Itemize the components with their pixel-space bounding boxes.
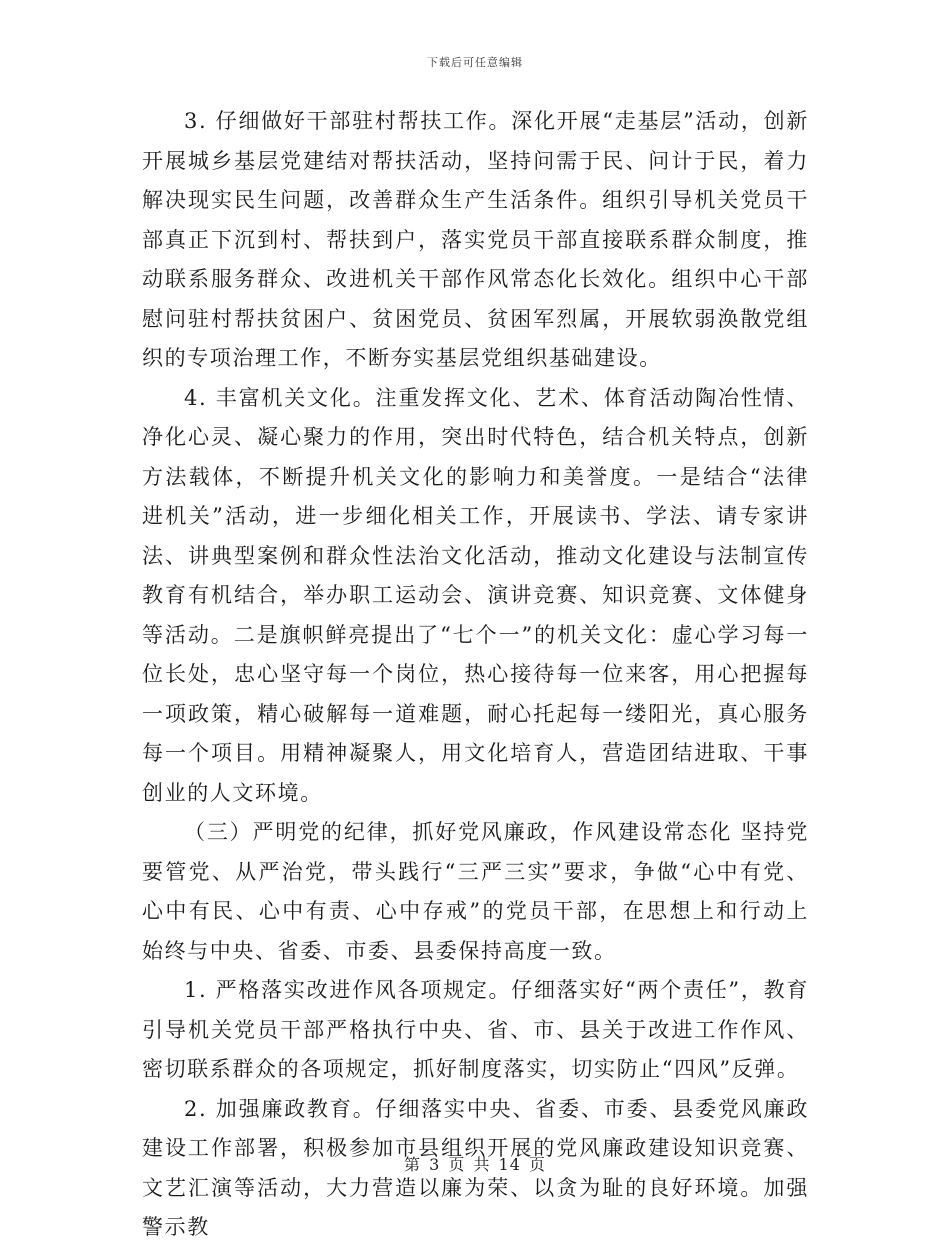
- page-header-note: 下载后可任意编辑: [427, 56, 523, 69]
- page-number: 第 3 页 共 14 页: [404, 1155, 546, 1174]
- paragraph-party-discipline-section: （三）严明党的纪律，抓好党风廉政，作风建设常态化 坚持党要管党、从严治党，带头践行“三严三实”要求，争做“心中有党、心中有民、心中有责、心中存戒”的党员干部，在思想上和行动上始终与中央、省委、市委、县委保持高度一致。: [142, 820, 809, 963]
- document-body: [142, 102, 809, 1248]
- paragraph-integrity-education: 2. 加强廉政教育。仔细落实中央、省委、市委、县委党风廉政建设工作部署，积极参加市县组织开展的党风廉政建设知识竞赛、文艺汇演等活动，大力营造以廉为荣、以贪为耻的良好环境。加强警示教: [142, 1096, 809, 1239]
- paragraph-cadre-village-assistance: 3. 仔细做好干部驻村帮扶工作。深化开展“走基层”活动，创新开展城乡基层党建结对帮扶活动，坚持问需于民、问计于民，着力解决现实民生问题，改善群众生产生活条件。组织引导机关党员干部真正下沉到村、帮扶到户，落实党员干部直接联系群众制度，推动联系服务群众、改进机关干部作风常态化长效化。组织中心干部慰问驻村帮扶贫困户、贫困党员、贫困军烈属，开展软弱涣散党组织的专项治理工作，不断夯实基层党组织基础建设。: [142, 109, 809, 370]
- paragraph-institutional-culture: 4. 丰富机关文化。注重发挥文化、艺术、体育活动陶冶性情、净化心灵、凝心聚力的作用，突出时代特色，结合机关特点，创新方法载体，不断提升机关文化的影响力和美誉度。一是结合“法律进机关”活动，进一步细化相关工作，开展读书、学法、请专家讲法、讲典型案例和群众性法治文化活动，推动文化建设与法制宣传教育有机结合，举办职工运动会、演讲竞赛、知识竞赛、文体健身等活动。二是旗帜鲜亮提出了“七个一”的机关文化：虚心学习每一位长处，忠心坚守每一个岗位，热心接待每一位来客，用心把握每一项政策，精心破解每一道难题，耐心托起每一缕阳光，真心服务每一个项目。用精神凝聚人，用文化培育人，营造团结进取、干事创业的人文环境。: [142, 385, 809, 805]
- paragraph-work-style-rules: 1. 严格落实改进作风各项规定。仔细落实好“两个责任”，教育引导机关党员干部严格执行中央、省、市、县关于改进工作作风、密切联系群众的各项规定，抓好制度落实，切实防止“四风”反弹。: [142, 978, 809, 1081]
